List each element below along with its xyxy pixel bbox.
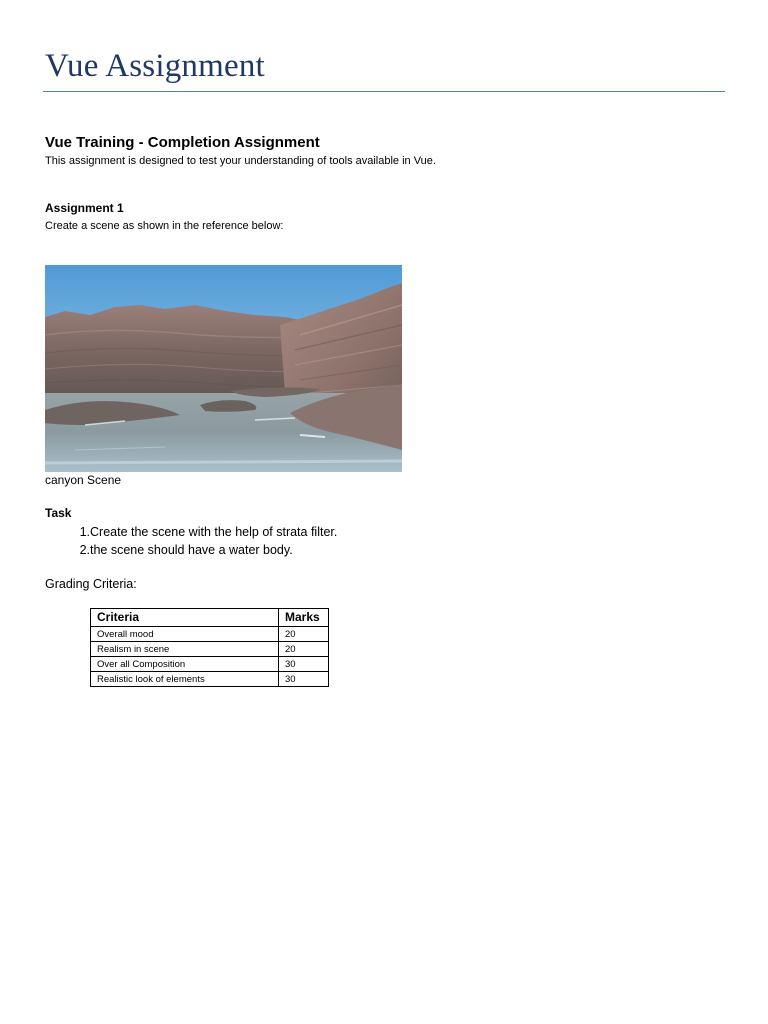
table-row	[91, 672, 329, 687]
grading-table	[90, 608, 329, 687]
criteria-cell: Realistic look of elements	[91, 672, 279, 687]
task-number: 2.	[79, 543, 90, 557]
task-heading: Task	[45, 506, 72, 520]
marks-cell: 20	[279, 642, 329, 657]
table-row	[91, 642, 329, 657]
marks-cell: 30	[279, 657, 329, 672]
task-text: Create the scene with the help of strata filter.	[90, 525, 338, 539]
section-heading: Vue Training - Completion Assignment	[45, 134, 320, 151]
marks-cell: 20	[279, 627, 329, 642]
column-header-marks: Marks	[279, 609, 329, 627]
task-list	[45, 523, 338, 559]
table-row	[91, 657, 329, 672]
assignment-heading: Assignment 1	[45, 201, 124, 215]
grading-criteria-label: Grading Criteria:	[45, 577, 137, 591]
title-divider	[43, 91, 725, 92]
intro-text: This assignment is designed to test your understanding of tools available in Vue.	[45, 155, 436, 167]
table-header-row	[91, 609, 329, 627]
table-row	[91, 627, 329, 642]
assignment-instructions: Create a scene as shown in the reference below:	[45, 220, 284, 232]
canyon-scene-image	[45, 265, 402, 472]
task-text: the scene should have a water body.	[90, 543, 293, 557]
task-number: 1.	[79, 525, 90, 539]
criteria-cell: Realism in scene	[91, 642, 279, 657]
task-item	[45, 541, 293, 559]
marks-cell: 30	[279, 672, 329, 687]
criteria-cell: Over all Composition	[91, 657, 279, 672]
image-caption: canyon Scene	[45, 473, 122, 487]
column-header-criteria: Criteria	[91, 609, 279, 627]
task-item	[45, 523, 338, 541]
criteria-cell: Overall mood	[91, 627, 279, 642]
page-title: Vue Assignment	[45, 48, 265, 84]
